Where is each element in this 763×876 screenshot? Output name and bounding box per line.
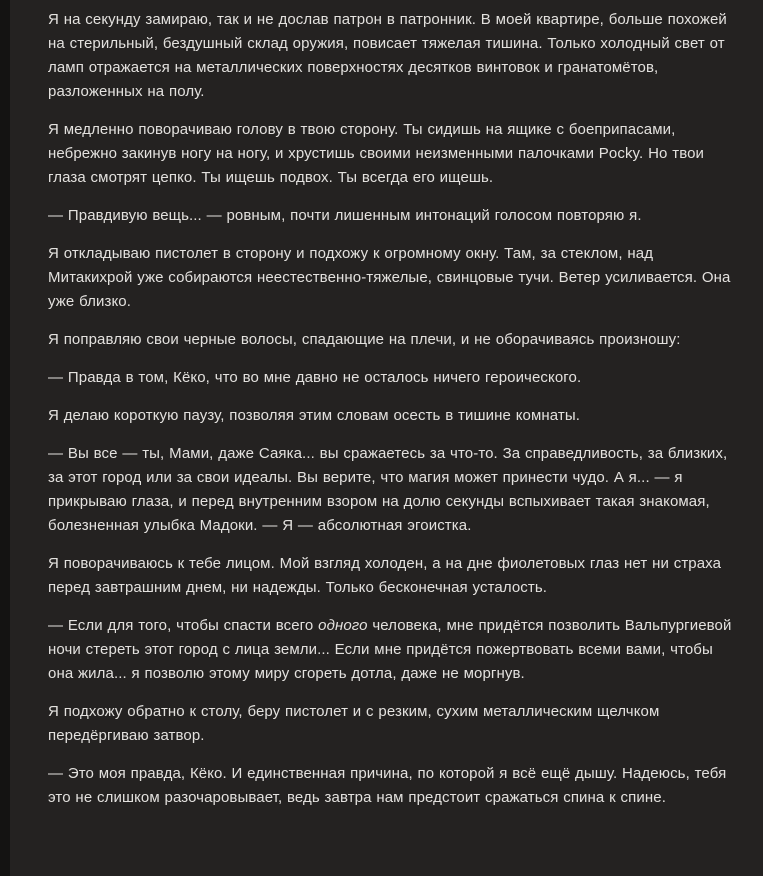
- story-text: Я на секунду замираю, так и не дослав патрон в патронник. В моей квартире, больше похожей на стерильный, бездушный склад оружия, повисает тяжелая тишина. Только холодный свет от ламп отражается на металлических поверхностях десятков винтовок и гранатомётов, разложенных на полу.: [48, 11, 727, 100]
- story-paragraph: [48, 614, 737, 686]
- story-paragraph: [48, 242, 737, 314]
- story-text-italic: одного: [318, 617, 368, 634]
- story-paragraph: [48, 442, 737, 538]
- story-paragraph: [48, 404, 737, 428]
- story-text: Я поправляю свои черные волосы, спадающие на плечи, и не оборачиваясь произношу:: [48, 331, 681, 348]
- story-text: Я медленно поворачиваю голову в твою сторону. Ты сидишь на ящике с боеприпасами, небрежно закинув ногу на ногу, и хрустишь своими неизменными палочками Pocky. Но твои глаза смотрят цепко. Ты ищешь подвох. Ты всегда его ищешь.: [48, 121, 705, 186]
- story-paragraph: [48, 366, 737, 390]
- story-content: [10, 0, 763, 876]
- story-paragraph: [48, 328, 737, 352]
- story-paragraph: [48, 762, 737, 810]
- story-paragraph: [48, 204, 737, 228]
- story-text: — Если для того, чтобы спасти всего: [48, 617, 319, 634]
- story-text: — Правдивую вещь... — ровным, почти лишенным интонаций голосом повторяю я.: [48, 207, 642, 224]
- story-paragraph: [48, 118, 737, 190]
- story-text: — Вы все — ты, Мами, даже Саяка... вы сражаетесь за что-то. За справедливость, за близких, за этот город или за свои идеалы. Вы верите, что магия может принести чудо. А я... — я прикрываю глаза, и перед внутренним взором на долю секунды вспыхивает такая знакомая, болезненная улыбка Мадоки. — Я — абсолютная эгоистка.: [48, 445, 728, 534]
- story-text: Я поворачиваюсь к тебе лицом. Мой взгляд холоден, а на дне фиолетовых глаз нет ни страха перед завтрашним днем, ни надежды. Только бесконечная усталость.: [48, 555, 722, 596]
- story-text: Я делаю короткую паузу, позволяя этим словам осесть в тишине комнаты.: [48, 407, 581, 424]
- story-text: человека, мне придётся позволить Вальпургиевой ночи стереть этот город с лица земли... Если мне придётся пожертвовать всеми вами, чтобы она жила... я позволю этому миру сгореть дотла, даже не моргнув.: [48, 617, 732, 682]
- story-text: — Это моя правда, Кёко. И единственная причина, по которой я всё ещё дышу. Надеюсь, тебя это не слишком разочаровывает, ведь завтра нам предстоит сражаться спина к спине.: [48, 765, 727, 806]
- story-body: [48, 8, 737, 810]
- left-gutter: [0, 0, 10, 876]
- story-paragraph: [48, 8, 737, 104]
- story-text: Я подхожу обратно к столу, беру пистолет и с резким, сухим металлическим щелчком передёргиваю затвор.: [48, 703, 660, 744]
- story-text: — Правда в том, Кёко, что во мне давно не осталось ничего героического.: [48, 369, 582, 386]
- story-text: Я откладываю пистолет в сторону и подхожу к огромному окну. Там, за стеклом, над Митакихрой уже собираются неестественно-тяжелые, свинцовые тучи. Ветер усиливается. Она уже близко.: [48, 245, 731, 310]
- story-paragraph: [48, 700, 737, 748]
- story-paragraph: [48, 552, 737, 600]
